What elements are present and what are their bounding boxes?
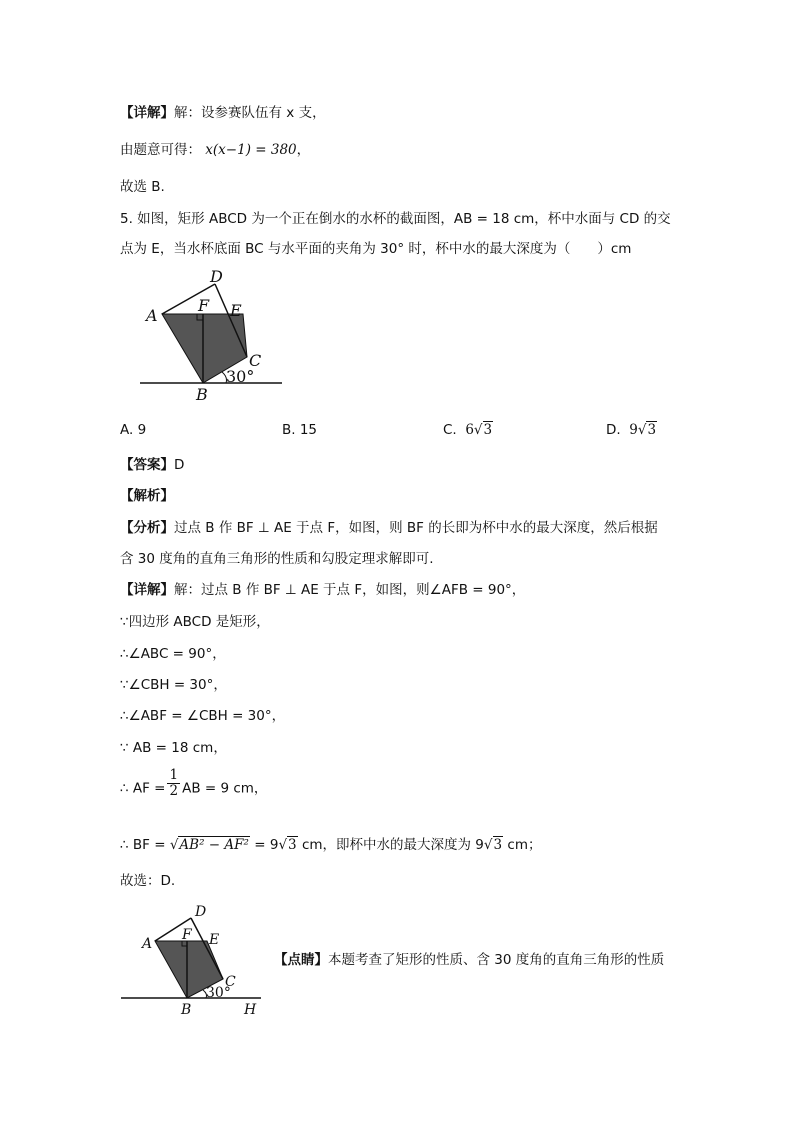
detail2-line-6: ∵ AB = 18 cm， bbox=[120, 740, 227, 756]
option-b: B. 15 bbox=[282, 422, 318, 438]
detail-line-1 bbox=[120, 104, 326, 122]
option-d-value: 9√3 bbox=[629, 422, 657, 438]
detail2-line-8 bbox=[120, 836, 541, 854]
detail-tag: 【详解】 bbox=[120, 105, 174, 121]
equation-prefix: 由题意可得： bbox=[120, 142, 201, 158]
option-a: A. 9 bbox=[120, 422, 147, 438]
af-lhs: ∴ AF = bbox=[120, 780, 166, 797]
bf-sqrt: √AB² − AF² bbox=[169, 837, 249, 853]
bf-sqrt3-b: √3 bbox=[483, 837, 503, 853]
label-h-2: H bbox=[244, 1002, 257, 1018]
bf-text: cm，即杯中水的最大深度为 9 bbox=[301, 837, 484, 853]
figure-cup-2 bbox=[118, 898, 268, 1020]
fraction-num: 1 bbox=[169, 767, 179, 783]
detail2-line-4: ∵∠CBH = 30°， bbox=[120, 677, 227, 693]
option-c-coef: 6 bbox=[465, 422, 474, 438]
detail2-line-3: ∴∠ABC = 90°， bbox=[120, 646, 226, 662]
fraction-den: 2 bbox=[169, 783, 179, 799]
option-c-radicand: 3 bbox=[483, 422, 493, 438]
af-rhs: AB = 9 cm， bbox=[182, 780, 268, 797]
label-a-2: A bbox=[142, 936, 153, 952]
detail2-tag: 【详解】 bbox=[120, 582, 174, 598]
detail2-text-1: 解：过点 B 作 BF ⊥ AE 于点 F，如图，则∠AFB = 90°， bbox=[174, 582, 526, 598]
label-a: A bbox=[146, 306, 158, 325]
option-d-coef: 9 bbox=[629, 422, 638, 438]
choice-line-1: 故选 B. bbox=[120, 179, 165, 195]
dianjing-text: 本题考查了矩形的性质、含 30 度角的直角三角形的性质 bbox=[328, 952, 665, 968]
answer-line bbox=[120, 456, 184, 474]
option-c bbox=[443, 422, 493, 438]
equation-expr: x(x−1) = 380 bbox=[205, 142, 297, 158]
label-b: B bbox=[196, 385, 208, 404]
label-angle-2: 30° bbox=[206, 985, 231, 1001]
option-c-label: C. bbox=[443, 422, 457, 438]
detail2-line-1 bbox=[120, 581, 525, 599]
equation-suffix: ， bbox=[296, 142, 311, 158]
detail2-line-5: ∴∠ABF = ∠CBH = 30°， bbox=[120, 708, 286, 724]
label-d-2: D bbox=[195, 904, 207, 920]
equation-line bbox=[120, 141, 310, 159]
question-5-line-2: 点为 E，当水杯底面 BC 与水平面的夹角为 30° 时，杯中水的最大深度为（ ）cm bbox=[120, 241, 632, 257]
fenxi-line-1 bbox=[120, 519, 658, 537]
fenxi-tag: 【分析】 bbox=[120, 520, 174, 536]
fenxi-line-2: 含 30 度角的直角三角形的性质和勾股定理求解即可. bbox=[120, 551, 434, 567]
option-d-label: D. bbox=[606, 422, 621, 438]
label-f-2: F bbox=[182, 927, 192, 943]
bf-eq: = 9 bbox=[254, 837, 279, 853]
fenxi-text-1: 过点 B 作 BF ⊥ AE 于点 F，如图，则 BF 的长即为杯中水的最大深度，然后根据 bbox=[174, 520, 658, 536]
label-e: E bbox=[230, 301, 242, 320]
label-b-2: B bbox=[181, 1002, 192, 1018]
bf-radicand: AB² − AF² bbox=[179, 837, 249, 853]
question-5-line-1: 5. 如图，矩形 ABCD 为一个正在倒水的水杯的截面图，AB = 18 cm，杯中水面与 CD 的交 bbox=[120, 211, 671, 227]
fraction-one-half bbox=[167, 768, 180, 799]
detail2-line-2: ∵四边形 ABCD 是矩形， bbox=[120, 614, 270, 630]
label-c-2: C bbox=[225, 974, 236, 990]
label-d: D bbox=[210, 267, 223, 286]
label-angle: 30° bbox=[226, 367, 255, 386]
answer-tag: 【答案】 bbox=[120, 457, 174, 473]
option-c-value: 6√3 bbox=[465, 422, 493, 438]
dianjing-line bbox=[274, 951, 664, 969]
label-f: F bbox=[198, 296, 210, 315]
bf-radicand-3b: 3 bbox=[493, 837, 503, 853]
detail-text: 解：设参赛队伍有 x 支， bbox=[174, 105, 326, 121]
bf-radicand-3: 3 bbox=[288, 837, 297, 853]
bf-lhs: ∴ BF = bbox=[120, 837, 166, 853]
detail2-line-9: 故选：D. bbox=[120, 873, 176, 889]
analysis-heading: 【解析】 bbox=[120, 488, 174, 504]
option-d bbox=[606, 422, 657, 438]
figure-cup-1 bbox=[140, 266, 300, 404]
option-d-radicand: 3 bbox=[647, 422, 657, 438]
bf-sqrt3: √3 bbox=[278, 837, 297, 853]
bf-post: cm； bbox=[507, 837, 542, 853]
answer-value: D bbox=[174, 457, 185, 473]
label-c: C bbox=[249, 351, 262, 370]
label-e-2: E bbox=[209, 932, 220, 948]
detail2-line-7 bbox=[120, 767, 268, 799]
dianjing-tag: 【点睛】 bbox=[274, 952, 328, 968]
